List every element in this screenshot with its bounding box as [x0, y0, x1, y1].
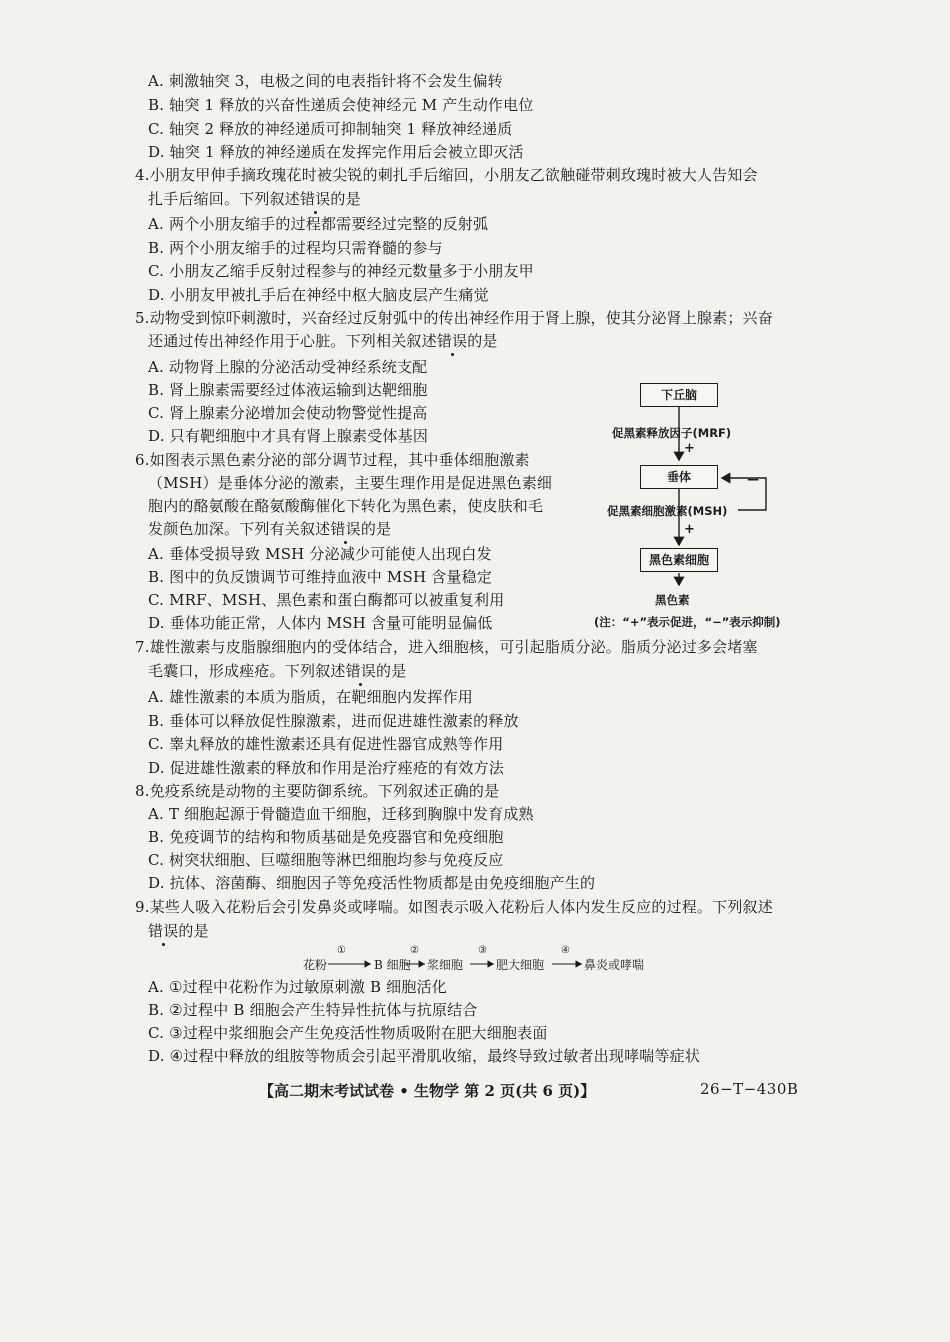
q7-option-a: A. 雄性激素的本质为脂质，在靶细胞内发挥作用 — [148, 688, 473, 706]
q7-option-b: B. 垂体可以释放促性腺激素，进而促进雄性激素的释放 — [148, 712, 519, 730]
q9-emphasis: 错误 — [148, 922, 179, 940]
melanin-label: 黑色素 — [655, 593, 690, 607]
q4-stem-line1: 4.小朋友甲伸手摘玫瑰花时被尖锐的刺扎手后缩回，小朋友乙欲触碰带刺玫瑰时被大人告知会 — [135, 166, 758, 184]
q3-option-a: A. 刺激轴突 3，电极之间的电表指针将不会发生偏转 — [148, 72, 503, 90]
q8-option-b: B. 免疫调节的结构和物质基础是免疫器官和免疫细胞 — [148, 828, 504, 846]
flow-node-mast: 肥大细胞 — [496, 958, 545, 972]
diagram-note: (注：“+”表示促进，“−”表示抑制) — [594, 615, 781, 629]
q5-option-b: B. 肾上腺素需要经过体液运输到达靶细胞 — [148, 381, 428, 399]
q7-emphasis: 错误 — [345, 662, 377, 680]
flow-node-symptom: 鼻炎或哮喘 — [584, 958, 645, 972]
q9-stem-line1: 9.某些人吸入花粉后会引发鼻炎或哮喘。如图表示吸入花粉后人体内发生反应的过程。下列叙述 — [135, 898, 773, 916]
q5-option-d: D. 只有靶细胞中才具有肾上腺素受体基因 — [148, 427, 429, 445]
flow-node-bcell: B 细胞 — [374, 958, 411, 972]
q7-option-d: D. 促进雄性激素的释放和作用是治疗痤疮的有效方法 — [148, 759, 505, 777]
q9-stem-line2: 错误的是 — [148, 922, 209, 940]
page-footer: 【高二期末考试试卷 • 生物学 第 2 页(共 6 页)】 — [259, 1082, 596, 1100]
q9-option-a: A. ①过程中花粉作为过敏原刺激 B 细胞活化 — [148, 978, 447, 996]
pituitary-box: 垂体 — [640, 465, 718, 489]
q8-option-d: D. 抗体、溶菌酶、细胞因子等免疫活性物质都是由免疫细胞产生的 — [148, 874, 596, 892]
q3-option-c: C. 轴突 2 释放的神经递质可抑制轴突 1 释放神经递质 — [148, 120, 513, 138]
minus-sign: — — [747, 472, 759, 486]
q6-option-a: A. 垂体受损导致 MSH 分泌减少可能使人出现白发 — [148, 545, 492, 563]
q3-option-b: B. 轴突 1 释放的兴奋性递质会使神经元 M 产生动作电位 — [148, 96, 534, 114]
mrf-label: 促黑素释放因子(MRF) — [612, 426, 732, 440]
q9-option-c: C. ③过程中浆细胞会产生免疫活性物质吸附在肥大细胞表面 — [148, 1024, 548, 1042]
flow-node-pollen: 花粉 — [303, 958, 328, 972]
flow-step-2: ② — [410, 945, 419, 956]
q6-stem-line1: 6.如图表示黑色素分泌的部分调节过程，其中垂体细胞激素 — [135, 451, 530, 469]
q7-stem-line1: 7.雄性激素与皮脂腺细胞内的受体结合，进入细胞核，可引起脂质分泌。脂质分泌过多会堵塞 — [135, 638, 758, 656]
q6-stem-line2: （MSH）是垂体分泌的激素，主要生理作用是促进黑色素细 — [148, 474, 553, 492]
melanocyte-box: 黑色素细胞 — [640, 548, 718, 572]
q7-stem-line2: 毛囊口，形成痤疮。下列叙述错误的是 — [148, 662, 407, 680]
q6-stem-line3: 胞内的酪氨酸在酪氨酸酶催化下转化为黑色素，使皮肤和毛 — [148, 497, 544, 515]
flow-node-plasma: 浆细胞 — [427, 958, 464, 972]
q6-emphasis: 错误 — [330, 520, 361, 538]
q6-option-b: B. 图中的负反馈调节可维持血液中 MSH 含量稳定 — [148, 568, 493, 586]
q3-option-d: D. 轴突 1 释放的神经递质在发挥完作用后会被立即灭活 — [148, 143, 524, 161]
q6-option-d: D. 垂体功能正常，人体内 MSH 含量可能明显偏低 — [148, 614, 493, 632]
q5-option-c: C. 肾上腺素分泌增加会使动物警觉性提高 — [148, 404, 428, 422]
q4-stem-line2: 扎手后缩回。下列叙述错误的是 — [148, 190, 361, 208]
q4-option-c: C. 小朋友乙缩手反射过程参与的神经元数量多于小朋友甲 — [148, 262, 534, 280]
q4-option-d: D. 小朋友甲被扎手后在神经中枢大脑皮层产生痛觉 — [148, 286, 489, 304]
q5-stem-line2: 还通过传出神经作用于心脏。下列相关叙述错误的是 — [148, 332, 498, 350]
q8-option-a: A. T 细胞起源于骨髓造血干细胞，迁移到胸腺中发育成熟 — [148, 805, 534, 823]
q4-option-b: B. 两个小朋友缩手的过程均只需脊髓的参与 — [148, 239, 443, 257]
plus-sign-2: + — [684, 522, 695, 537]
hypothalamus-box: 下丘脑 — [640, 383, 718, 407]
q4-option-a: A. 两个小朋友缩手的过程都需要经过完整的反射弧 — [148, 215, 489, 233]
q8-option-c: C. 树突状细胞、巨噬细胞等淋巴细胞均参与免疫反应 — [148, 851, 504, 869]
flow-step-4: ④ — [561, 945, 570, 956]
q5-option-a: A. 动物肾上腺的分泌活动受神经系统支配 — [148, 358, 428, 376]
q5-stem-line1: 5.动物受到惊吓刺激时，兴奋经过反射弧中的传出神经作用于肾上腺，使其分泌肾上腺素；兴奋 — [135, 309, 773, 327]
q7-option-c: C. 睾丸释放的雄性激素还具有促进性器官成熟等作用 — [148, 735, 504, 753]
q4-emphasis: 错误 — [300, 190, 331, 208]
q5-emphasis: 错误 — [436, 332, 468, 350]
q8-stem: 8.免疫系统是动物的主要防御系统。下列叙述正确的是 — [135, 782, 500, 800]
q6-stem-line4: 发颜色加深。下列有关叙述错误的是 — [148, 520, 392, 538]
flow-step-1: ① — [337, 945, 346, 956]
q9-option-b: B. ②过程中 B 细胞会产生特异性抗体与抗原结合 — [148, 1001, 478, 1019]
q6-option-c: C. MRF、MSH、黑色素和蛋白酶都可以被重复利用 — [148, 591, 505, 609]
plus-sign-1: + — [684, 441, 695, 456]
msh-label: 促黑素细胞激素(MSH) — [607, 504, 728, 518]
flow-step-3: ③ — [478, 945, 487, 956]
q9-option-d: D. ④过程中释放的组胺等物质会引起平滑肌收缩，最终导致过敏者出现哮喘等症状 — [148, 1047, 701, 1065]
exam-code: 26−T−430B — [700, 1080, 799, 1098]
